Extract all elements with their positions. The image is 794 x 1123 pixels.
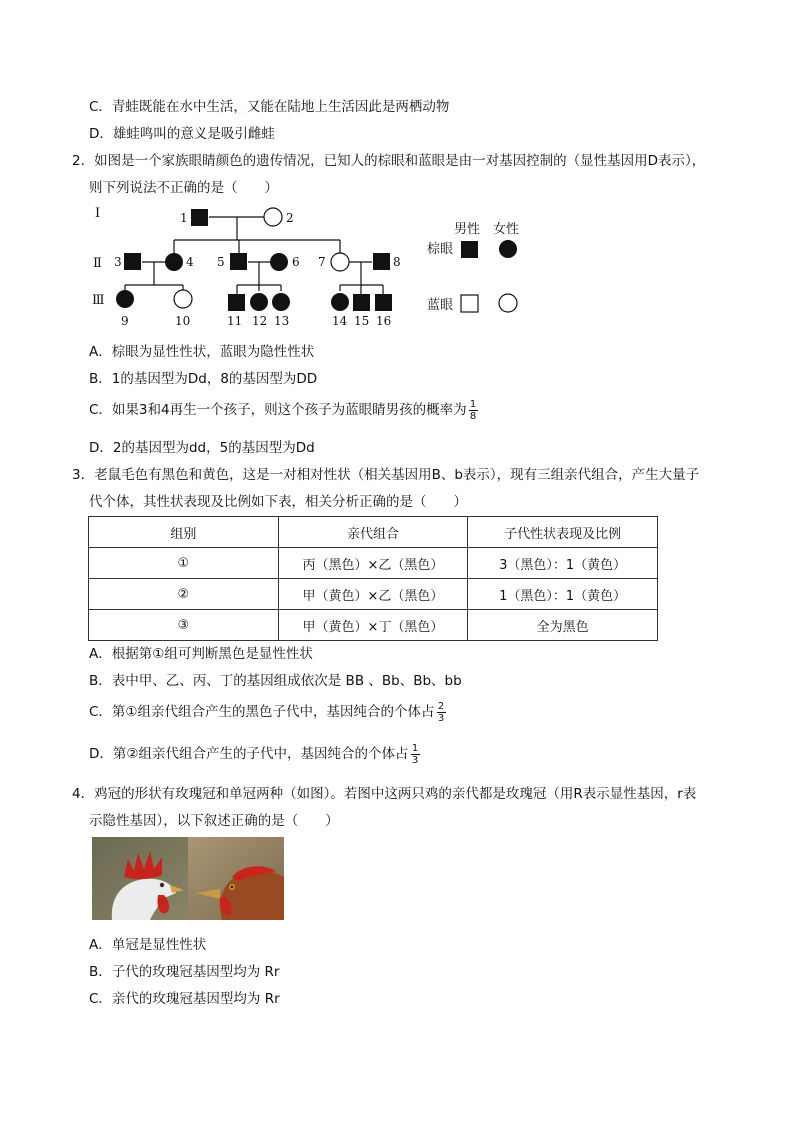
table-cell: ① bbox=[89, 548, 279, 579]
q4-option-b: B．子代的玫瑰冠基因型均为 Rr bbox=[89, 964, 280, 980]
legend-male-label: 男性 bbox=[454, 222, 481, 237]
legend-brown-male-symbol bbox=[461, 241, 478, 258]
id-label: 13 bbox=[274, 314, 290, 328]
gen-label-1: Ⅰ bbox=[95, 206, 101, 221]
fraction-denominator: 8 bbox=[469, 410, 477, 422]
individual-11-male-brown bbox=[228, 294, 245, 311]
individual-6-female-brown bbox=[270, 253, 288, 271]
q2-stem-line1: 2．如图是一个家族眼睛颜色的遗传情况，已知人的棕眼和蓝眼是由一对基因控制的（显性基因用D表示）， bbox=[72, 153, 706, 169]
id-label: 8 bbox=[393, 255, 401, 269]
pedigree-chart bbox=[88, 198, 548, 333]
q4-stem-line1: 4．鸡冠的形状有玫瑰冠和单冠两种（如图）。若图中这两只鸡的亲代都是玫瑰冠（用R表示显性基因，r表 bbox=[72, 786, 697, 802]
individual-13-female-brown bbox=[272, 293, 290, 311]
id-label: 16 bbox=[376, 314, 392, 328]
individual-10-female-blue bbox=[174, 290, 192, 308]
individual-14-female-brown bbox=[331, 293, 349, 311]
legend-blue-label: 蓝眼 bbox=[427, 298, 454, 313]
table-header-cell: 组别 bbox=[89, 517, 279, 548]
legend-brown-label: 棕眼 bbox=[427, 242, 454, 257]
q3-stem-line1: 3．老鼠毛色有黑色和黄色，这是一对相对性状（相关基因用B、b表示），现有三组亲代组合，产生大量子 bbox=[72, 467, 700, 483]
table-cell: ② bbox=[89, 579, 279, 610]
q3-table bbox=[88, 516, 658, 641]
q3-stem-line2: 代个体，其性状表现及比例如下表，相关分析正确的是（ ） bbox=[89, 494, 467, 510]
fraction-numerator: 1 bbox=[411, 742, 419, 754]
id-label: 3 bbox=[114, 255, 122, 269]
table-cell: ③ bbox=[89, 610, 279, 641]
id-label: 5 bbox=[217, 255, 225, 269]
q1-option-c: C．青蛙既能在水中生活，又能在陆地上生活因此是两栖动物 bbox=[89, 99, 450, 115]
legend-female-label: 女性 bbox=[493, 222, 520, 237]
q2-option-b: B．1的基因型为Dd，8的基因型为DD bbox=[89, 371, 318, 387]
q4-option-c: C．亲代的玫瑰冠基因型均为 Rr bbox=[89, 991, 280, 1007]
id-label: 11 bbox=[227, 314, 243, 328]
id-label: 10 bbox=[175, 314, 191, 328]
table-header-cell: 子代性状表现及比例 bbox=[468, 517, 658, 548]
q2-option-c-text: C．如果3和4再生一个孩子，则这个孩子为蓝眼睛男孩的概率为 bbox=[89, 402, 467, 418]
rooster-photo bbox=[92, 837, 284, 920]
fraction-numerator: 1 bbox=[469, 398, 477, 410]
table-header-row bbox=[89, 517, 658, 548]
table-cell: 1（黑色）：1（黄色） bbox=[468, 579, 658, 610]
q4-option-a: A．单冠是显性性状 bbox=[89, 937, 207, 953]
q3-option-c bbox=[89, 700, 446, 724]
fraction bbox=[437, 701, 446, 724]
individual-2-female-blue bbox=[264, 208, 282, 226]
fraction-denominator: 3 bbox=[411, 754, 419, 766]
q3-option-d bbox=[89, 742, 420, 766]
fraction bbox=[469, 399, 478, 422]
individual-1-male-brown bbox=[191, 209, 208, 226]
individual-16-male-brown bbox=[375, 294, 392, 311]
q2-option-c bbox=[89, 398, 478, 422]
q3-option-d-text: D．第②组亲代组合产生的子代中，基因纯合的个体占 bbox=[89, 746, 409, 762]
id-label: 1 bbox=[180, 211, 188, 225]
id-label: 7 bbox=[318, 255, 326, 269]
id-label: 12 bbox=[252, 314, 268, 328]
id-label: 14 bbox=[332, 314, 348, 328]
table-cell: 甲（黄色）×乙（黑色） bbox=[278, 579, 468, 610]
individual-4-female-brown bbox=[165, 253, 183, 271]
individual-8-male-brown bbox=[373, 253, 390, 270]
fraction-numerator: 2 bbox=[437, 700, 445, 712]
q1-option-d: D．雄蛙鸣叫的意义是吸引雌蛙 bbox=[89, 126, 275, 142]
legend-blue-female-symbol bbox=[499, 294, 517, 312]
gen-label-2: Ⅱ bbox=[93, 256, 102, 271]
fraction bbox=[411, 743, 420, 766]
fraction-denominator: 3 bbox=[437, 712, 445, 724]
individual-9-female-brown bbox=[116, 290, 134, 308]
table-row bbox=[89, 579, 658, 610]
q2-option-d: D．2的基因型为dd，5的基因型为Dd bbox=[89, 440, 315, 456]
individual-3-male-brown bbox=[124, 253, 141, 270]
legend-brown-female-symbol bbox=[499, 240, 517, 258]
q2-stem-line2: 则下列说法不正确的是（ ） bbox=[89, 180, 278, 196]
individual-7-female-blue bbox=[331, 253, 349, 271]
id-label: 6 bbox=[292, 255, 300, 269]
individual-5-male-brown bbox=[230, 253, 247, 270]
q3-option-b: B．表中甲、乙、丙、丁的基因组成依次是 BB 、Bb、Bb、bb bbox=[89, 673, 462, 689]
id-label: 15 bbox=[354, 314, 370, 328]
id-label: 4 bbox=[186, 255, 194, 269]
individual-12-female-brown bbox=[250, 293, 268, 311]
individual-15-male-brown bbox=[353, 294, 370, 311]
table-cell: 甲（黄色）×丁（黑色） bbox=[278, 610, 468, 641]
table-header-cell: 亲代组合 bbox=[278, 517, 468, 548]
id-label: 2 bbox=[286, 211, 294, 225]
table-row bbox=[89, 610, 658, 641]
table-row bbox=[89, 548, 658, 579]
legend-blue-male-symbol bbox=[461, 295, 478, 312]
id-label: 9 bbox=[121, 314, 129, 328]
gen-label-3: Ⅲ bbox=[92, 293, 105, 308]
table-cell: 全为黑色 bbox=[468, 610, 658, 641]
q2-option-a: A．棕眼为显性性状，蓝眼为隐性性状 bbox=[89, 344, 315, 360]
q4-stem-line2: 示隐性基因），以下叙述正确的是（ ） bbox=[89, 813, 339, 829]
table-cell: 3（黑色）：1（黄色） bbox=[468, 548, 658, 579]
q3-option-a: A．根据第①组可判断黑色是显性性状 bbox=[89, 646, 313, 662]
table-cell: 丙（黑色）×乙（黑色） bbox=[278, 548, 468, 579]
q3-option-c-text: C．第①组亲代组合产生的黑色子代中，基因纯合的个体占 bbox=[89, 704, 435, 720]
